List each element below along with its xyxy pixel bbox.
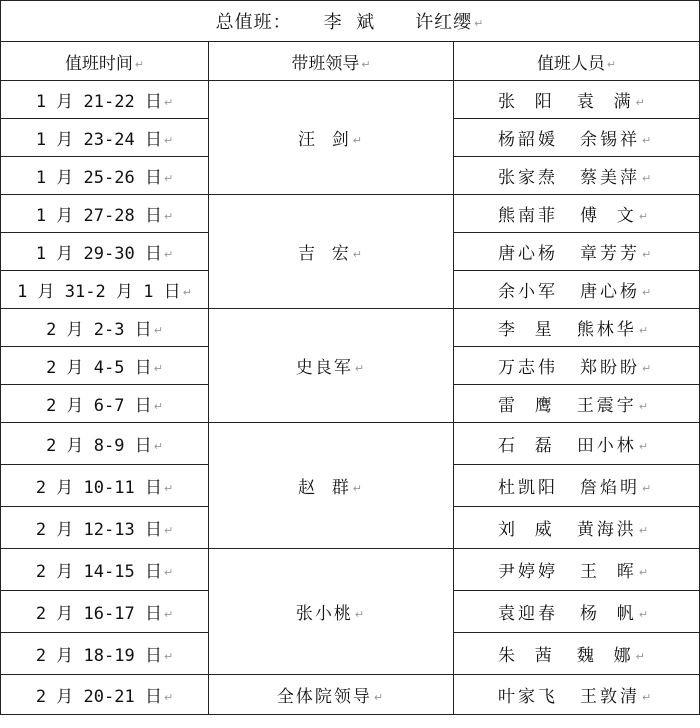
leader-name: 赵 群 [297, 478, 351, 498]
duty-date: 2 月 12-13 日 [35, 520, 162, 540]
paragraph-mark-icon: ↵ [635, 96, 645, 109]
column-header-staff: 值班人员 ↵ [454, 42, 700, 81]
staff-name: 王 晖 [580, 562, 637, 582]
staff-name: 唐心杨 [580, 282, 640, 302]
paragraph-mark-icon: ↵ [163, 171, 174, 185]
staff-cell [454, 233, 700, 271]
staff-cell [454, 347, 700, 385]
staff-name: 李 星 [498, 320, 555, 340]
staff-name: 杨韶媛 [498, 130, 558, 150]
paragraph-mark-icon: ↵ [642, 691, 652, 704]
staff-name: 王敦清 [580, 687, 640, 707]
duty-date-cell [1, 549, 209, 591]
leader-cell [209, 81, 454, 195]
staff-name: 傅 文 [580, 206, 637, 226]
table-row [1, 675, 700, 715]
table-row [1, 81, 700, 119]
staff-cell [454, 465, 700, 507]
paragraph-mark-icon: ↵ [153, 323, 163, 337]
leader-name: 张小桃 [295, 604, 353, 624]
staff-cell [454, 81, 700, 119]
paragraph-mark-icon: ↵ [361, 57, 371, 71]
duty-date: 2 月 10-11 日 [35, 478, 162, 498]
paragraph-mark-icon: ↵ [163, 247, 174, 261]
paragraph-mark-icon: ↵ [354, 362, 367, 375]
staff-cell [454, 195, 700, 233]
duty-date: 1 月 29-30 日 [35, 244, 162, 264]
leader-cell [209, 675, 454, 715]
paragraph-mark-icon: ↵ [642, 362, 652, 375]
paragraph-mark-icon: ↵ [163, 209, 174, 223]
paragraph-mark-icon: ↵ [638, 440, 649, 453]
staff-name: 石 磊 [498, 436, 555, 456]
staff-name: 尹婷婷 [498, 562, 558, 582]
header-row [1, 42, 700, 81]
paragraph-mark-icon: ↵ [638, 566, 649, 579]
staff-cell [454, 591, 700, 633]
paragraph-mark-icon: ↵ [163, 95, 174, 109]
duty-date: 2 月 2-3 日 [46, 320, 152, 340]
leader-cell [209, 195, 454, 309]
staff-name: 黄海洪 [576, 520, 637, 540]
paragraph-mark-icon: ↵ [642, 482, 652, 495]
paragraph-mark-icon: ↵ [638, 608, 649, 621]
duty-date-cell [1, 157, 209, 195]
paragraph-mark-icon: ↵ [638, 324, 649, 337]
staff-name: 刘 威 [498, 520, 555, 540]
leader-name: 史良军 [295, 358, 353, 378]
staff-cell [454, 385, 700, 423]
paragraph-mark-icon: ↵ [153, 361, 163, 375]
duty-date-cell [1, 423, 209, 465]
leader-cell [209, 423, 454, 549]
staff-name: 张 阳 [498, 92, 555, 112]
duty-date: 2 月 14-15 日 [35, 562, 162, 582]
paragraph-mark-icon: ↵ [163, 523, 174, 537]
staff-name: 朱 茜 [498, 646, 555, 666]
duty-date: 2 月 4-5 日 [46, 358, 152, 378]
duty-date: 1 月 23-24 日 [35, 130, 162, 150]
paragraph-mark-icon: ↵ [163, 690, 174, 704]
staff-name: 余锡祥 [580, 130, 640, 150]
paragraph-mark-icon: ↵ [606, 57, 617, 71]
staff-name: 余小军 [498, 282, 558, 302]
leader-name: 全体院领导 [276, 687, 372, 707]
staff-name: 杨 帆 [580, 604, 637, 624]
duty-date: 2 月 8-9 日 [46, 436, 152, 456]
paragraph-mark-icon: ↵ [635, 650, 645, 663]
paragraph-mark-icon: ↵ [163, 565, 174, 579]
paragraph-mark-icon: ↵ [638, 524, 649, 537]
duty-date-cell [1, 465, 209, 507]
column-header-leader: 带班领导 ↵ [209, 42, 454, 81]
chief-duty-name-1: 李 斌 [323, 12, 376, 33]
staff-cell [454, 507, 700, 549]
staff-name: 熊南菲 [498, 206, 558, 226]
title-cell [1, 1, 700, 42]
staff-name: 袁 满 [576, 92, 634, 112]
staff-name: 魏 娜 [576, 646, 634, 666]
paragraph-mark-icon: ↵ [163, 649, 174, 663]
paragraph-mark-icon: ↵ [153, 439, 163, 453]
table-row [1, 549, 700, 591]
staff-cell [454, 549, 700, 591]
staff-name: 唐心杨 [498, 244, 558, 264]
paragraph-mark-icon: ↵ [163, 133, 174, 147]
table-row [1, 195, 700, 233]
title-row [1, 1, 700, 42]
staff-name: 张家焘 [498, 168, 558, 188]
paragraph-mark-icon: ↵ [373, 691, 386, 704]
staff-name: 王震宇 [576, 396, 637, 416]
paragraph-mark-icon: ↵ [642, 248, 652, 261]
paragraph-mark-icon: ↵ [638, 210, 649, 223]
paragraph-mark-icon: ↵ [134, 57, 145, 71]
duty-date-cell [1, 309, 209, 347]
leader-name: 汪 剑 [297, 130, 351, 150]
duty-date-cell [1, 633, 209, 675]
staff-name: 袁迎春 [498, 604, 558, 624]
paragraph-mark-icon: ↵ [352, 134, 365, 147]
staff-cell [454, 119, 700, 157]
duty-date: 1 月 27-28 日 [35, 206, 162, 226]
staff-name: 杜凯阳 [498, 478, 558, 498]
staff-name: 叶家飞 [498, 687, 558, 707]
paragraph-mark-icon: ↵ [163, 607, 174, 621]
duty-date: 1 月 31-2 月 1 日 [17, 282, 181, 302]
paragraph-mark-icon: ↵ [352, 248, 365, 261]
duty-date: 2 月 16-17 日 [35, 604, 162, 624]
staff-name: 章芳芳 [580, 244, 640, 264]
staff-cell [454, 423, 700, 465]
paragraph-mark-icon: ↵ [642, 172, 652, 185]
staff-cell [454, 675, 700, 715]
staff-cell [454, 309, 700, 347]
column-header-date: 值班时间 ↵ [1, 42, 209, 81]
staff-cell [454, 271, 700, 309]
duty-date-cell [1, 119, 209, 157]
table-row [1, 423, 700, 465]
paragraph-mark-icon: ↵ [638, 400, 649, 413]
duty-date: 2 月 6-7 日 [46, 396, 152, 416]
duty-date: 2 月 20-21 日 [35, 687, 162, 707]
table-row [1, 309, 700, 347]
leader-cell [209, 309, 454, 423]
staff-name: 詹焰明 [580, 478, 640, 498]
chief-duty-label: 总值班： [215, 12, 292, 33]
duty-date-cell [1, 233, 209, 271]
staff-cell [454, 633, 700, 675]
staff-cell [454, 157, 700, 195]
staff-name: 郑盼盼 [580, 358, 640, 378]
duty-date-cell [1, 507, 209, 549]
staff-name: 蔡美萍 [580, 168, 640, 188]
duty-date-cell [1, 675, 209, 715]
duty-date: 1 月 25-26 日 [35, 168, 162, 188]
paragraph-mark-icon: ↵ [163, 481, 174, 495]
paragraph-mark-icon: ↵ [153, 399, 163, 413]
leader-cell [209, 549, 454, 675]
roster-body [1, 1, 700, 715]
staff-name: 万志伟 [498, 358, 558, 378]
paragraph-mark-icon: ↵ [642, 134, 652, 147]
duty-date-cell [1, 385, 209, 423]
paragraph-mark-icon: ↵ [642, 286, 652, 299]
paragraph-mark-icon: ↵ [352, 482, 365, 495]
duty-date-cell [1, 347, 209, 385]
duty-date: 2 月 18-19 日 [35, 646, 162, 666]
staff-name: 雷 鹰 [498, 396, 555, 416]
paragraph-mark-icon: ↵ [182, 285, 192, 299]
leader-name: 吉 宏 [297, 244, 351, 264]
paragraph-mark-icon: ↵ [474, 16, 485, 30]
staff-name: 田小林 [576, 436, 637, 456]
paragraph-mark-icon: ↵ [354, 608, 367, 621]
duty-date: 1 月 21-22 日 [35, 92, 162, 112]
staff-name: 熊林华 [576, 320, 637, 340]
duty-date-cell [1, 81, 209, 119]
duty-date-cell [1, 271, 209, 309]
chief-duty-name-2: 许红缨 [415, 12, 473, 33]
duty-date-cell [1, 591, 209, 633]
duty-date-cell [1, 195, 209, 233]
